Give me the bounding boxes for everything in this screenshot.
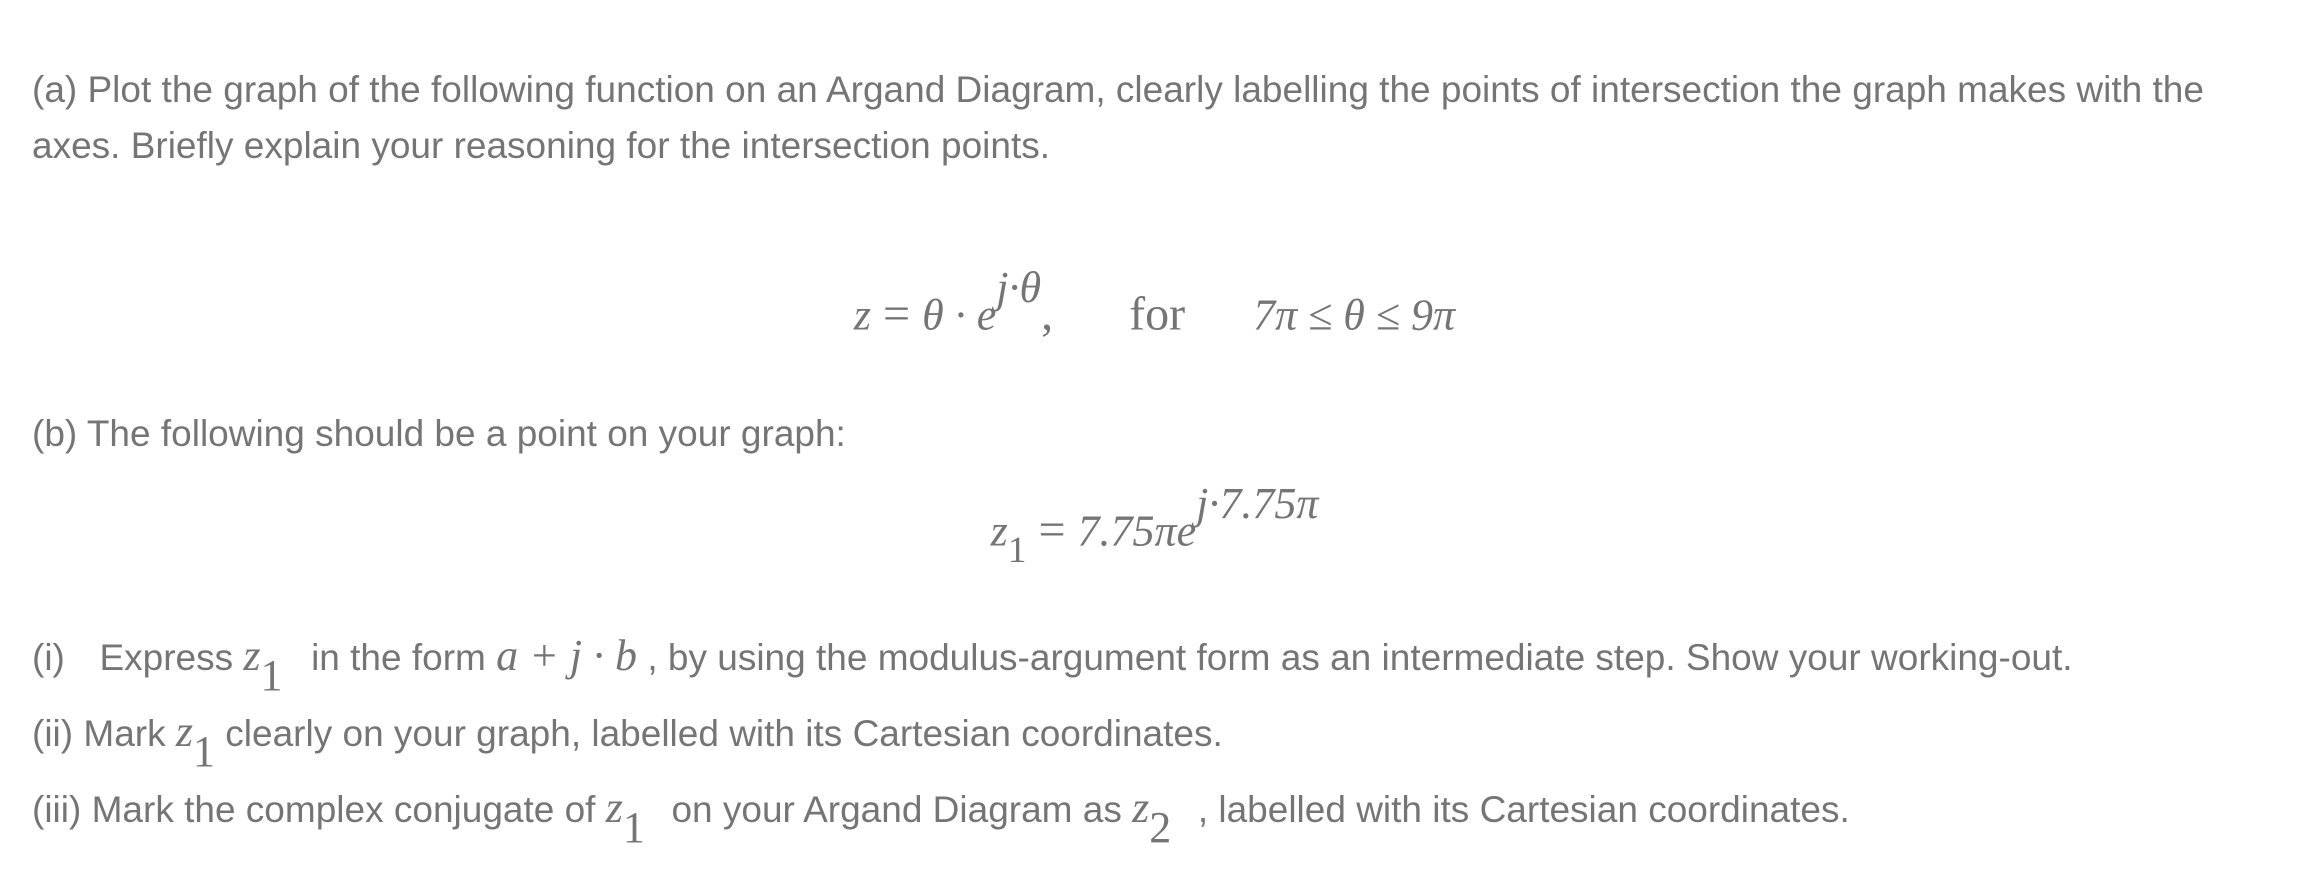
item-ii-after: clearly on your graph, labelled with its Cartesian coordinates.	[225, 713, 1223, 754]
eq-a-exponent: j·θ	[996, 263, 1042, 312]
item-iii	[32, 780, 1850, 856]
item-ii-before: Mark	[83, 713, 166, 754]
item-i-label: (i)	[32, 637, 65, 678]
item-iii-label: (iii)	[32, 789, 82, 830]
item-ii-sub: 1	[193, 726, 216, 776]
eq-b-exponent: j·7.75π	[1196, 479, 1319, 528]
eq-a-lhs: z	[853, 290, 872, 340]
part-a-text: (a) Plot the graph of the following function on an Argand Diagram, clearly labelling the points of intersection the graph makes with the axes. Briefly explain your reasoning for the intersection points.	[32, 69, 2204, 166]
eq-a-term: θ · e	[922, 290, 997, 340]
item-iii-mid: on your Argand Diagram as	[671, 789, 1122, 830]
item-ii	[32, 704, 1223, 780]
eq-b-rhs: 7.75πe	[1077, 506, 1197, 556]
item-i-var: z	[243, 631, 261, 680]
item-ii-label: (ii)	[32, 713, 74, 754]
eq-b-sub: 1	[1007, 530, 1027, 572]
item-iii-sub: 1	[622, 802, 645, 852]
part-a-equation	[0, 262, 2309, 341]
item-iii-after: , labelled with its Cartesian coordinates.	[1197, 789, 1850, 830]
item-i-mid: in the form	[311, 637, 486, 678]
item-iii-sub2: 2	[1149, 802, 1172, 852]
item-i-form: a + j · b	[496, 631, 638, 680]
item-i-sub: 1	[260, 650, 283, 700]
part-b-text: (b) The following should be a point on your graph:	[32, 413, 846, 454]
item-i-before: Express	[99, 637, 234, 678]
eq-a-comma: ,	[1041, 287, 1054, 341]
item-ii-var: z	[175, 707, 194, 756]
item-iii-before: Mark the complex conjugate of	[91, 789, 596, 830]
eq-a-for: for	[1129, 287, 1186, 341]
item-i-after: , by using the modulus-argument form as an intermediate step. Show your working-out.	[647, 637, 2073, 678]
item-iii-var2: z	[1132, 783, 1150, 832]
eq-a-range: 7π ≤ θ ≤ 9π	[1253, 290, 1456, 340]
item-iii-var: z	[605, 783, 623, 832]
part-b-equation	[0, 478, 2309, 572]
eq-b-var: z	[990, 506, 1008, 556]
eq-a-equals: =	[883, 287, 911, 341]
item-i	[32, 628, 2073, 704]
eq-b-equals: =	[1038, 503, 1066, 557]
